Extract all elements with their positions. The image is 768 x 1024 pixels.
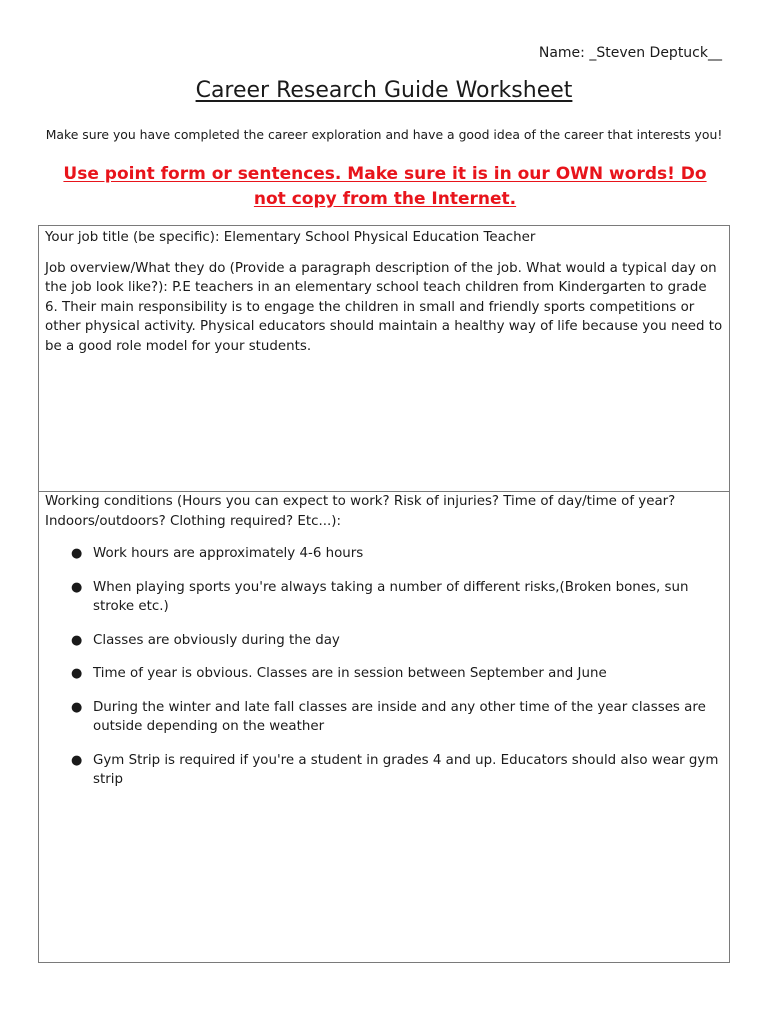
working-conditions-section (38, 491, 730, 963)
working-conditions-list (45, 544, 723, 790)
list-item: ● Time of year is obvious. Classes are in session between September and June (93, 664, 723, 684)
bullet-icon: ● (71, 666, 83, 681)
list-item: ● When playing sports you're always taking a number of different risks,(Broken bones, sun stroke etc.) (71, 579, 689, 614)
list-item: ● During the winter and late fall classes are inside and any other time of the year classes are outside depending on the weather (71, 699, 706, 734)
student-name: Name: _Steven Deptuck__ (538, 45, 722, 61)
list-item: ● Gym Strip is required if you're a student in grades 4 and up. Educators should also wear gym strip (71, 752, 719, 787)
warning-line-1: Use point form or sentences. Make sure it is in our OWN words! Do (63, 164, 707, 184)
instructions-text: Make sure you have completed the career exploration and have a good idea of the career that interests you! (45, 127, 723, 142)
job-title-field: Your job title (be specific): Elementary School Physical Education Teacher (45, 230, 536, 245)
job-overview-field: Job overview/What they do (Provide a paragraph description of the job. What would a typical day on the job look like?): P.E teachers in an elementary school teach children from Kindergarten to grade 6. Their main responsibility is to engage the children in small and friendly sports competitions or other physical activity. Physical educators should maintain a healthy way of life because you need to be a good role model for your students. (45, 260, 723, 354)
bullet-icon: ● (71, 579, 83, 595)
warning-notice (40, 162, 730, 212)
list-item: ● Work hours are approximately 4-6 hours (93, 544, 723, 564)
warning-line-2: not copy from the Internet. (253, 189, 517, 209)
job-overview-section (38, 225, 730, 492)
working-conditions-prompt: Working conditions (Hours you can expect to work? Risk of injuries? Time of day/time of year? Indoors/outdoors? Clothing required? Etc...): (45, 494, 676, 529)
worksheet-title: Career Research Guide Worksheet (195, 78, 573, 103)
bullet-icon: ● (71, 546, 83, 561)
list-item: ● Classes are obviously during the day (93, 631, 723, 651)
bullet-icon: ● (71, 752, 83, 768)
bullet-icon: ● (71, 699, 83, 715)
bullet-icon: ● (71, 632, 83, 648)
